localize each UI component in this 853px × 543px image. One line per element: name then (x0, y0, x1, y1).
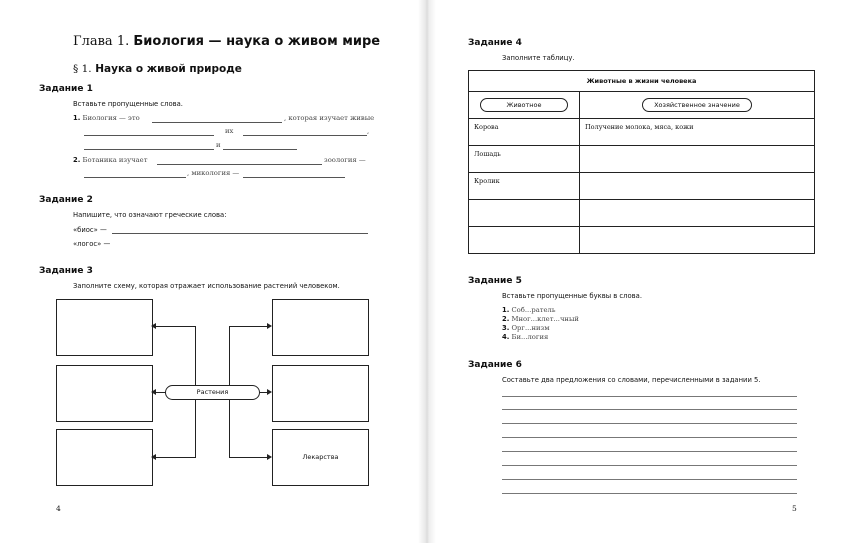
table-cell-animal: Кролик (469, 173, 580, 200)
page-number-right: 5 (792, 504, 797, 513)
task5-item-num: 4. (502, 333, 510, 341)
connector-left-bottom (156, 457, 195, 458)
table-cell-animal-empty[interactable] (469, 200, 580, 227)
col-animal-label: Животное (480, 98, 568, 112)
book-gutter (418, 0, 436, 543)
task1-item2-line1 (73, 156, 147, 164)
task2-word2: «логос» — (73, 240, 111, 248)
writing-line[interactable] (502, 451, 797, 452)
blank-1[interactable] (152, 122, 282, 123)
connector-right-bottom (229, 457, 267, 458)
blank-8[interactable] (243, 177, 345, 178)
scheme-box-left-1[interactable] (56, 299, 153, 356)
scheme-box-left-2[interactable] (56, 365, 153, 422)
task5-item (502, 315, 579, 323)
writing-line[interactable] (502, 423, 797, 424)
task5-item-num: 2. (502, 315, 510, 323)
task1-title: Задание 1 (39, 84, 93, 94)
task5-item-num: 3. (502, 324, 510, 332)
blank-4[interactable] (84, 149, 214, 150)
task5-item-text: Орг...низм (511, 324, 550, 332)
task6-title: Задание 6 (468, 360, 522, 370)
writing-line[interactable] (502, 409, 797, 410)
table-header-cell-animal (469, 92, 580, 119)
scheme-box-right-1[interactable] (272, 299, 369, 356)
blank-3[interactable] (243, 135, 367, 136)
task5-item (502, 333, 548, 341)
task2-instruction: Напишите, что означают греческие слова: (73, 211, 227, 219)
task1-item1-num: 1. (73, 114, 81, 122)
blank-bios[interactable] (112, 233, 368, 234)
task1-item2-text-c: , микология — (187, 169, 240, 177)
writing-line[interactable] (502, 465, 797, 466)
medicine-label: Лекарства (302, 453, 339, 461)
task5-instruction: Вставьте пропущенные буквы в слова. (502, 292, 642, 300)
animals-table (468, 70, 815, 254)
task1-item1-text-b: , которая изучает живые (284, 114, 375, 122)
arrow-left-icon (151, 389, 156, 395)
chapter-title: Биология — наука о живом мире (133, 34, 381, 49)
task5-item (502, 306, 556, 314)
table-cell-value: Получение молока, мяса, кожи (580, 119, 815, 146)
arrow-left-icon (151, 454, 156, 460)
connector-right-top (229, 326, 267, 327)
col-value-label: Хозяйственное значение (642, 98, 752, 112)
task1-item1-text-c: их (225, 127, 234, 135)
task1-item1-line1 (73, 114, 140, 122)
task1-item1-text-a: Биология — это (82, 114, 140, 122)
connector-left-top (156, 326, 195, 327)
writing-line[interactable] (502, 437, 797, 438)
task5-item (502, 324, 550, 332)
section-prefix: § 1. (73, 63, 92, 75)
task1-item1-comma: , (367, 127, 370, 135)
task4-instruction: Заполните таблицу. (502, 54, 575, 62)
task2-title: Задание 2 (39, 195, 93, 205)
blank-7[interactable] (84, 177, 186, 178)
task1-item2-text-b: зоология — (324, 156, 366, 164)
task2-word1: «биос» — (73, 226, 107, 234)
arrow-left-icon (151, 323, 156, 329)
task3-title: Задание 3 (39, 266, 93, 276)
arrow-right-icon (267, 389, 272, 395)
scheme-box-left-3[interactable] (56, 429, 153, 486)
table-cell-animal: Лошадь (469, 146, 580, 173)
scheme-box-medicine (272, 429, 369, 486)
blank-5[interactable] (223, 149, 297, 150)
page-number-left: 4 (56, 504, 61, 513)
table-cell-value-empty[interactable] (580, 227, 815, 254)
table-header-cell-value (580, 92, 815, 119)
task1-item2-text-a: Ботаника изучает (82, 156, 148, 164)
blank-2[interactable] (84, 135, 214, 136)
table-cell-animal-empty[interactable] (469, 227, 580, 254)
arrow-right-icon (267, 454, 272, 460)
writing-line[interactable] (502, 479, 797, 480)
arrow-right-icon (267, 323, 272, 329)
chapter-prefix: Глава 1. (73, 34, 130, 49)
section-heading (73, 63, 242, 75)
section-title: Наука о живой природе (95, 63, 242, 75)
task3-instruction: Заполните схему, которая отражает использование растений человеком. (73, 282, 340, 290)
writing-line[interactable] (502, 396, 797, 397)
table-cell-value-empty[interactable] (580, 173, 815, 200)
blank-6[interactable] (157, 164, 322, 165)
scheme-center-plants: Растения (165, 385, 260, 400)
table-cell-animal: Корова (469, 119, 580, 146)
task1-item1-text-d: и (216, 141, 221, 149)
table-cell-value-empty[interactable] (580, 146, 815, 173)
table-cell-value-empty[interactable] (580, 200, 815, 227)
task5-title: Задание 5 (468, 276, 522, 286)
task5-item-text: Би...логия (511, 333, 549, 341)
task1-instruction: Вставьте пропущенные слова. (73, 100, 183, 108)
task5-item-text: Мног...клет...чный (511, 315, 579, 323)
writing-line[interactable] (502, 493, 797, 494)
task1-item2-num: 2. (73, 156, 81, 164)
task4-title: Задание 4 (468, 38, 522, 48)
task6-instruction: Составьте два предложения со словами, перечисленными в задании 5. (502, 376, 761, 384)
chapter-heading (73, 34, 380, 49)
task5-item-num: 1. (502, 306, 510, 314)
table-title: Животные в жизни человека (469, 71, 815, 92)
scheme-box-right-2[interactable] (272, 365, 369, 422)
task5-item-text: Соб...ратель (511, 306, 556, 314)
